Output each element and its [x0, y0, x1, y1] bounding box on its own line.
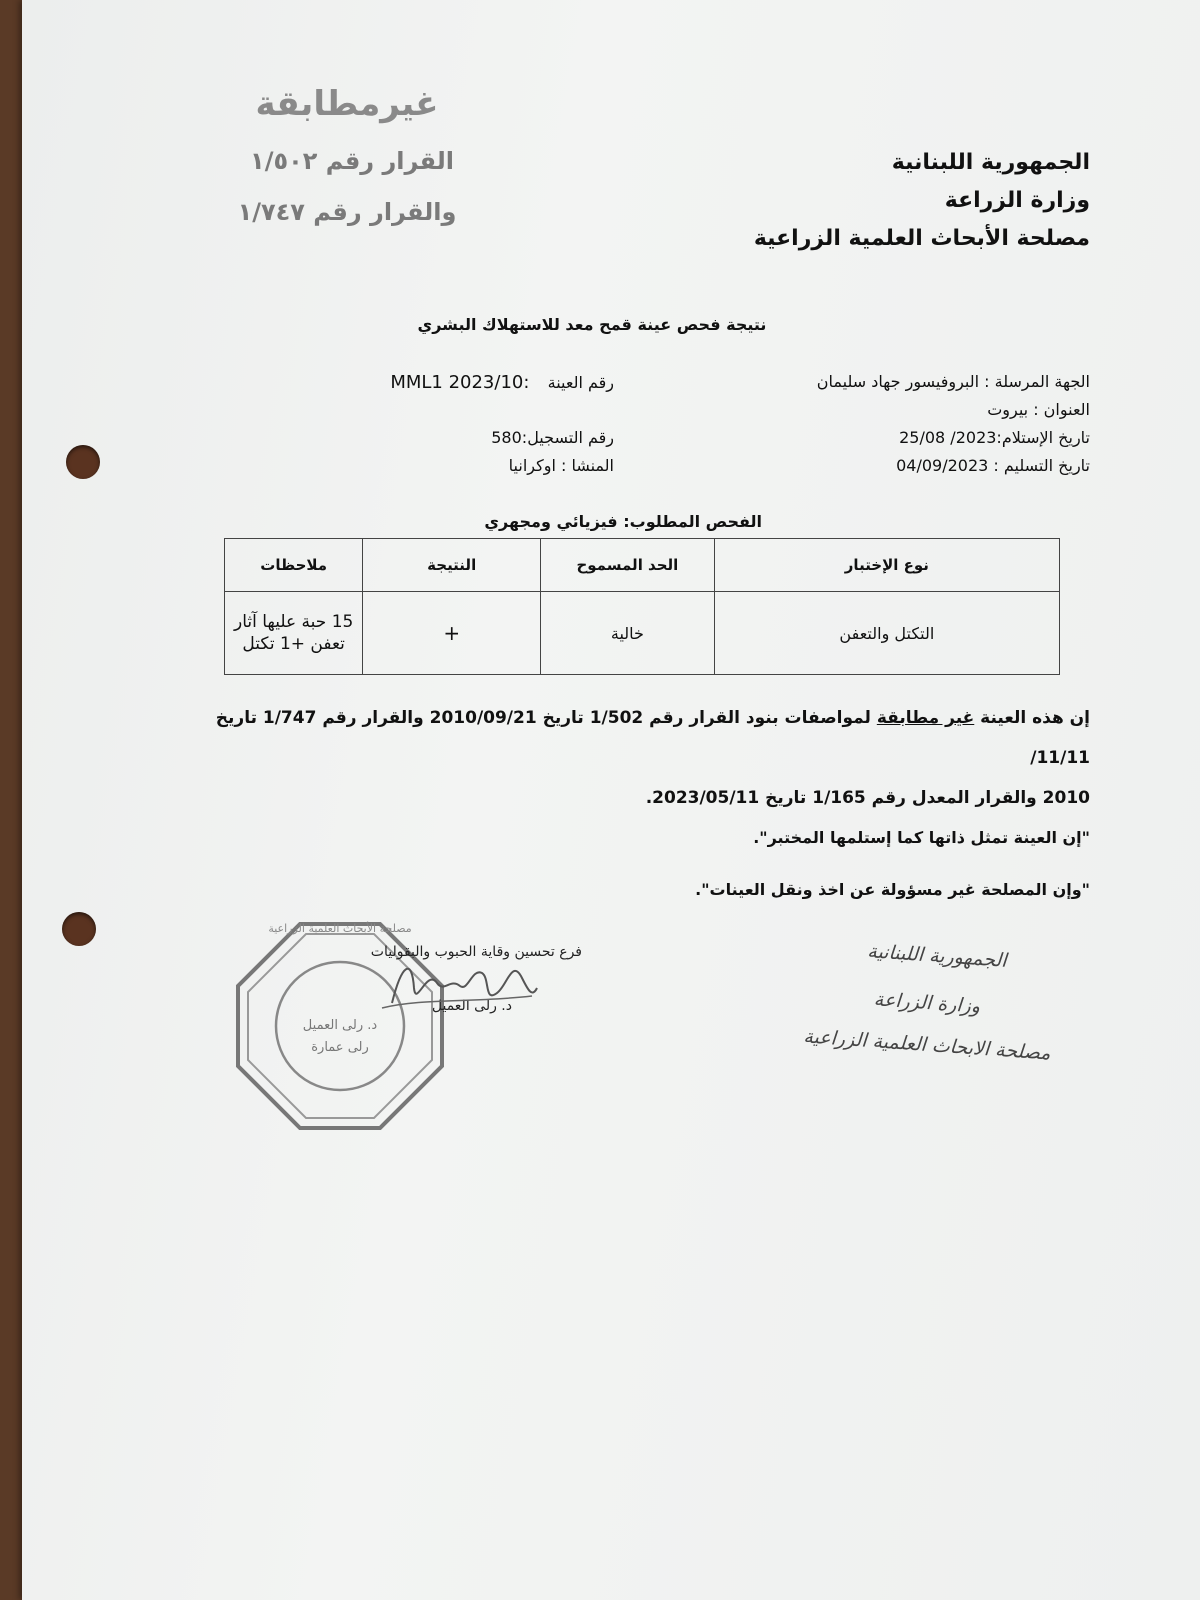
sample-number-label: رقم العينة: [547, 373, 614, 392]
origin-field: المنشا : اوكرانيا: [508, 456, 614, 475]
table-header-allowed-limit: الحد المسموح: [541, 539, 715, 592]
cell-test-type: التكتل والتعفن: [714, 592, 1059, 675]
received-date-field: تاريخ الإستلام:2023/ 25/08: [899, 428, 1090, 447]
table-header-row: [225, 539, 1060, 592]
note-sample-representation: "إن العينة تمثل ذاتها كما إستلمها المختبر".: [753, 828, 1090, 847]
document-title: نتيجة فحص عينة قمح معد للاستهلاك البشري: [417, 315, 767, 334]
cell-notes: 15 حبة عليها آثار تعفن +1 تكتل: [225, 592, 363, 675]
conclusion-text-b: لمواصفات بنود القرار رقم 1/502 تاريخ 2010/09/21 والقرار رقم 1/747 تاريخ 11/11/: [215, 708, 1090, 768]
seal-center-line-1: د. رلى العميل: [302, 1018, 378, 1033]
conclusion-line-1: [152, 698, 1090, 778]
sample-number-field: [332, 372, 614, 393]
non-conformity-stamp-title: غيرمطابقة: [255, 84, 439, 124]
sample-number-value: MML1 2023/10:: [390, 372, 530, 393]
header-ministry: وزارة الزراعة: [944, 188, 1090, 213]
table-header-result: النتيجة: [363, 539, 541, 592]
required-test: الفحص المطلوب: فيزيائي ومجهري: [484, 512, 762, 531]
document-page: [22, 0, 1200, 1600]
note-liability: "وإن المصلحة غير مسؤولة عن اخذ ونقل العينات".: [695, 880, 1090, 899]
stamp-decision-1: القرار رقم ١/٥٠٢: [250, 147, 454, 175]
punch-hole: [66, 445, 100, 479]
table-header-notes: ملاحظات: [225, 539, 363, 592]
signature-branch: فرع تحسين وقاية الحبوب والبقوليات: [370, 944, 582, 960]
cell-result: +: [363, 592, 541, 675]
ministry-stamp-line-2: وزارة الزراعة: [873, 988, 981, 1018]
cell-allowed-limit: خالية: [541, 592, 715, 675]
punch-hole: [62, 912, 96, 946]
table-row: [225, 592, 1060, 675]
conclusion-text-a: إن هذه العينة: [974, 708, 1090, 728]
results-table: [224, 538, 1060, 675]
signature-name: د. رلى العميل: [431, 998, 512, 1014]
handwritten-signature: [372, 948, 542, 1028]
header-republic: الجمهورية اللبنانية: [891, 150, 1090, 175]
table-header-test-type: نوع الإختبار: [714, 539, 1059, 592]
sender-field: الجهة المرسلة : البروفيسور جهاد سليمان: [816, 372, 1090, 391]
ministry-stamp-line-3: مصلحة الابحاث العلمية الزراعية: [802, 1025, 1052, 1065]
ministry-stamp-line-1: الجمهورية اللبنانية: [866, 940, 1008, 972]
conclusion-line-2: 2010 والقرار المعدل رقم 1/165 تاريخ 2023/05/11.: [645, 788, 1090, 808]
seal-ring-text: مصلحة الأبحاث العلمية الزراعية: [268, 922, 412, 935]
seal-center-line-2: رلى عمارة: [311, 1040, 369, 1055]
delivered-date-field: تاريخ التسليم : 04/09/2023: [896, 456, 1090, 475]
registration-field: رقم التسجيل:580: [491, 428, 614, 447]
header-department: مصلحة الأبحاث العلمية الزراعية: [753, 226, 1090, 251]
address-field: العنوان : بيروت: [987, 400, 1090, 419]
conclusion-paragraph: [152, 698, 1090, 818]
stamp-decision-2: والقرار رقم ١/٧٤٧: [237, 198, 457, 226]
non-conforming-text: غير مطابقة: [876, 708, 975, 728]
